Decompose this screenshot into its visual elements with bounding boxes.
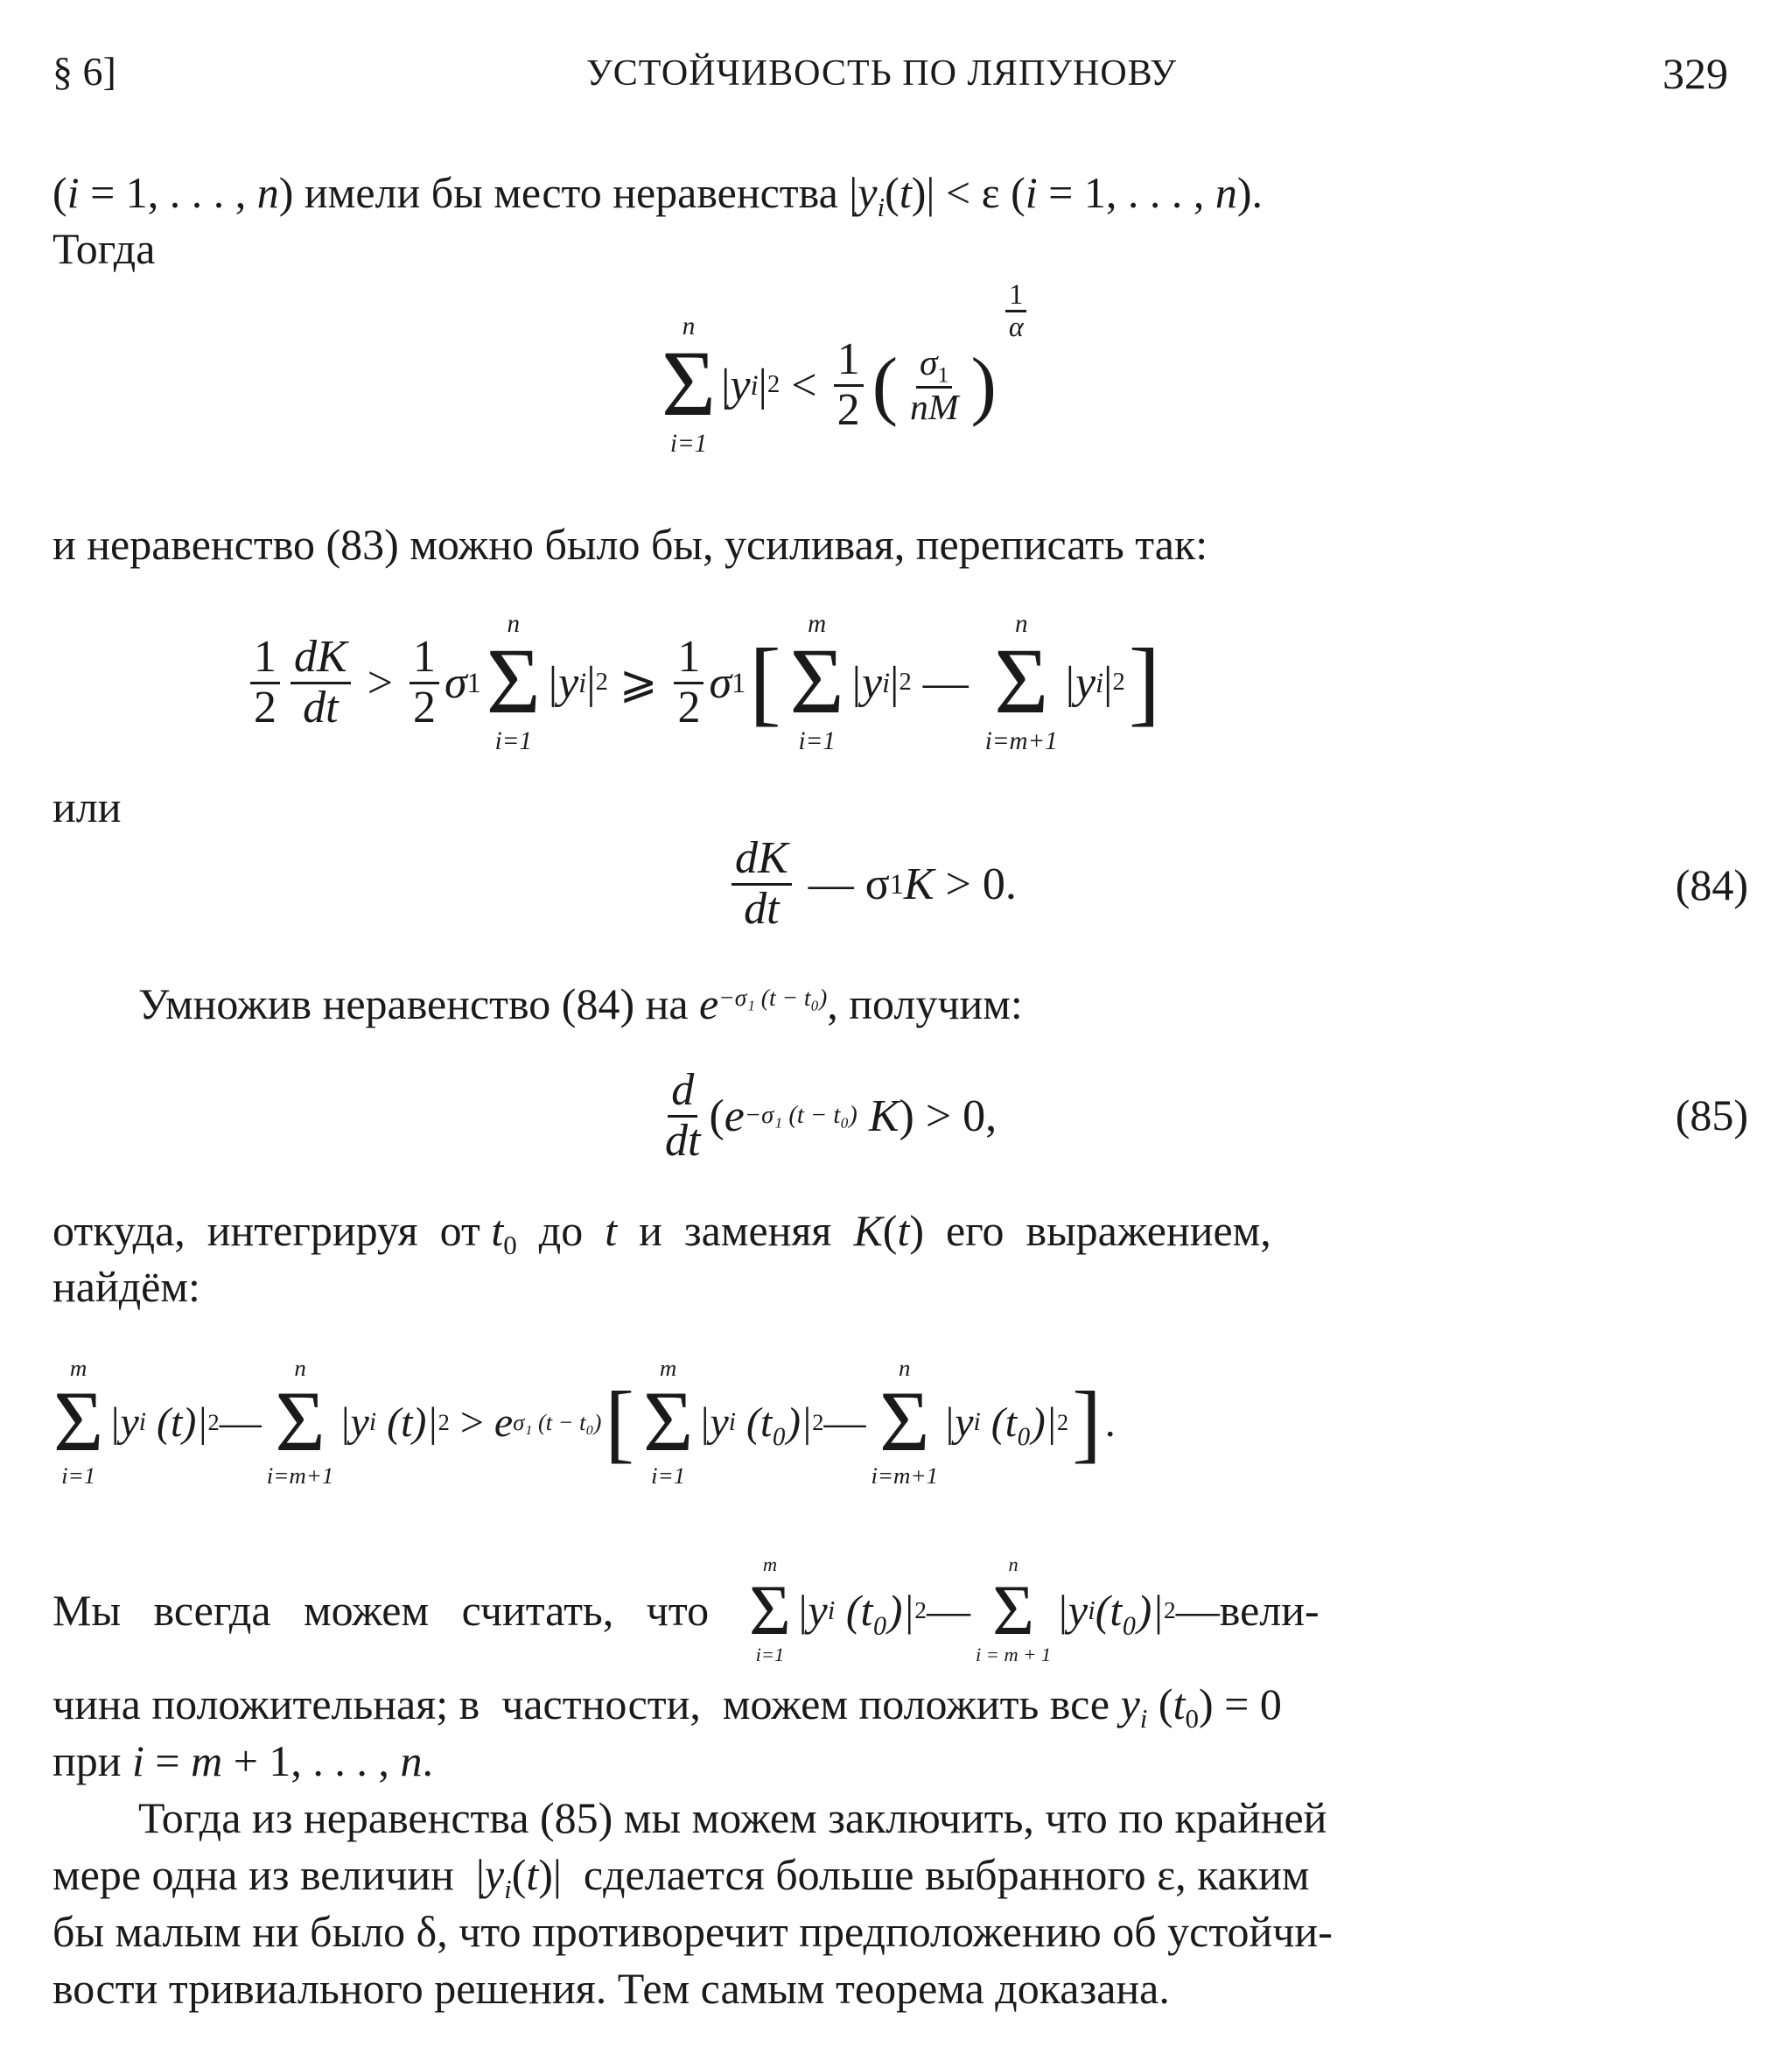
sub-1: 1 xyxy=(937,361,949,387)
paragraph-1-line-2: Тогда xyxy=(52,224,156,273)
term-y: |y xyxy=(943,1399,974,1446)
sum-symbol xyxy=(53,1356,103,1490)
sigma-var: σ xyxy=(444,657,467,708)
sum-lower: i=1 xyxy=(651,1462,686,1489)
paragraph-5-line-3 xyxy=(52,1733,433,1789)
sum-symbol xyxy=(790,610,844,754)
denominator: 2 xyxy=(413,682,437,733)
page-number: 329 xyxy=(1662,49,1728,98)
sub-i: i xyxy=(1096,666,1104,698)
term-rest: (t₀)| xyxy=(1095,1586,1165,1635)
page-title: УСТОЙЧИВОСТЬ ПО ЛЯПУНОВУ xyxy=(586,53,1178,94)
var-e: e xyxy=(724,1090,745,1141)
sigma: Σ xyxy=(662,333,717,437)
var-n: n xyxy=(400,1736,423,1785)
exponent: −σ₁ (t − t₀) xyxy=(744,1102,858,1129)
text-run: при xyxy=(52,1736,133,1785)
sum-upper: m xyxy=(659,1354,677,1381)
denominator: 2 xyxy=(254,682,276,733)
minus-sigma: — σ xyxy=(796,859,890,909)
text-run: —вели- xyxy=(1175,1586,1320,1635)
exponent-2: 2 xyxy=(812,1408,824,1435)
sum-lower: i = m + 1 xyxy=(975,1643,1052,1665)
text-run: ( xyxy=(52,168,67,217)
var-k: K xyxy=(903,859,934,909)
sum-lower: i=m+1 xyxy=(871,1462,939,1489)
var-y: y xyxy=(1120,1679,1140,1728)
paragraph-6-line-1: Тогда из неравенства (85) мы можем заключить, что по крайней xyxy=(138,1793,1327,1842)
sum-lower: i=1 xyxy=(494,726,532,755)
denominator: 2 xyxy=(836,384,860,435)
text-run: и заменяя xyxy=(617,1206,854,1255)
less-than: < xyxy=(780,360,829,410)
text-run: , получим: xyxy=(827,979,1023,1029)
term-rest: (t)| xyxy=(376,1399,438,1446)
term-y: |y xyxy=(108,1399,139,1446)
sub-i: i xyxy=(728,1407,737,1436)
var-t: t xyxy=(897,1206,910,1255)
sum-upper: m xyxy=(69,1354,88,1381)
var-t: t xyxy=(605,1206,618,1255)
numerator: 1 xyxy=(410,634,439,684)
exponent-2: 2 xyxy=(914,1596,927,1623)
var-n: n xyxy=(1214,168,1237,217)
sub-i: i xyxy=(882,666,891,698)
var-y: y xyxy=(858,168,878,217)
var-y: y xyxy=(730,360,751,410)
sigma-var: σ xyxy=(709,657,732,708)
text-run: )| < ε ( xyxy=(911,168,1026,217)
fraction-dk-dt xyxy=(732,832,792,934)
period: . xyxy=(1104,1399,1116,1446)
sub-1: 1 xyxy=(889,867,904,900)
sum-lower: i=1 xyxy=(798,726,836,755)
term-y: |y xyxy=(545,657,579,708)
text-run: = 1, . . . , xyxy=(1037,168,1215,217)
sub-i: i xyxy=(138,1407,147,1436)
text-run: ( xyxy=(882,1206,898,1255)
sigma-var: σ xyxy=(920,341,938,382)
sigma: Σ xyxy=(749,1570,791,1651)
sum-upper: n xyxy=(899,1354,911,1381)
greater-than: > xyxy=(355,657,405,708)
text-run: чина положительная; в частности, можем положить все xyxy=(52,1679,1121,1728)
var-i: i xyxy=(1025,168,1038,217)
var-i: i xyxy=(66,168,80,217)
text-run: = 1, . . . , xyxy=(79,168,257,217)
paragraph-6-line-4: вости тривиального решения. Тем самым теорема доказана. xyxy=(52,1964,1170,2013)
text-run: до xyxy=(516,1206,606,1255)
sigma: Σ xyxy=(53,1374,104,1470)
sub-i: i xyxy=(578,666,587,698)
abs-bar: | xyxy=(721,360,731,410)
text-run: откуда, интегрируя от xyxy=(52,1206,492,1255)
exponent-2: 2 xyxy=(595,669,608,696)
sub-i: i xyxy=(504,1873,512,1904)
equation-84 xyxy=(726,831,1017,936)
sum-upper: n xyxy=(682,312,696,341)
right-bracket: ] xyxy=(1128,629,1161,736)
equation-number-84: (84) xyxy=(1675,860,1748,909)
text-run: )| сделается больше выбранного ε, каким xyxy=(538,1850,1310,1899)
sum-symbol xyxy=(486,610,541,754)
numerator: d xyxy=(668,1067,697,1118)
term-rest: (t₀)| xyxy=(835,1586,915,1635)
text-run: ). xyxy=(1236,168,1263,217)
fraction-half xyxy=(834,333,864,435)
sum-lower: i=1 xyxy=(669,429,708,458)
term-y: |y xyxy=(849,657,883,708)
var-n: n xyxy=(256,168,279,217)
sum-symbol xyxy=(643,1356,693,1490)
sub-i: i xyxy=(1088,1595,1096,1625)
sum-upper: n xyxy=(294,1354,306,1381)
sub-1: 1 xyxy=(732,666,746,698)
exponent-2: 2 xyxy=(1112,669,1125,696)
sum-symbol xyxy=(871,1356,938,1490)
sum-symbol xyxy=(662,312,716,457)
numerator: 1 xyxy=(834,336,864,387)
abs-bar: | xyxy=(758,360,767,410)
equation-1 xyxy=(656,278,1032,481)
var-n: n xyxy=(910,386,928,427)
term-y: |y xyxy=(1056,1586,1088,1635)
sub-i: i xyxy=(973,1407,981,1436)
sigma: Σ xyxy=(879,1374,930,1470)
right-paren: ) xyxy=(970,341,997,428)
numerator: dK xyxy=(732,835,792,886)
var-e: e xyxy=(699,979,719,1029)
numerator: dK xyxy=(290,634,351,684)
paragraph-1-line-1 xyxy=(52,165,1263,235)
sigma: Σ xyxy=(992,1570,1034,1651)
abs-bar: | xyxy=(586,657,596,708)
sub-i: i xyxy=(827,1595,836,1625)
left-paren: ( xyxy=(709,1090,724,1141)
sum-symbol xyxy=(985,610,1058,754)
minus: — xyxy=(911,657,980,708)
minus: — xyxy=(219,1399,262,1446)
exponent-2: 2 xyxy=(207,1408,220,1435)
exponent-2: 2 xyxy=(1164,1596,1176,1623)
section-marker: § 6] xyxy=(52,49,116,94)
numerator: 1 xyxy=(1005,280,1026,312)
sum-lower: i=1 xyxy=(755,1643,785,1665)
word-or: или xyxy=(52,782,122,831)
sub-0: 0 xyxy=(503,1229,517,1260)
term-y: |y xyxy=(1062,657,1096,708)
exponent-2: 2 xyxy=(899,669,912,696)
greater-equal: ⩾ xyxy=(607,658,669,708)
text-run: ( xyxy=(511,1850,527,1899)
term-rest: (t₀)| xyxy=(980,1399,1057,1446)
var-t: t xyxy=(491,1206,504,1255)
sum-symbol xyxy=(267,1356,334,1490)
denominator: α xyxy=(1008,310,1024,342)
term-y: |y xyxy=(339,1399,369,1446)
paragraph-4-line-2: найдём: xyxy=(52,1262,200,1311)
fraction-sigma-nm xyxy=(906,341,962,427)
paragraph-5-line-1 xyxy=(52,1540,1320,1680)
exponent: σ₁ (t − t₀) xyxy=(513,1408,602,1435)
left-bracket: [ xyxy=(605,1372,634,1471)
paragraph-2: и неравенство (83) можно было бы, усиливая, переписать так: xyxy=(52,520,1208,569)
right-bracket: ] xyxy=(1072,1372,1102,1471)
text-run: = xyxy=(144,1736,192,1785)
text-run: ( xyxy=(885,168,900,217)
sub-i: i xyxy=(1139,1702,1148,1734)
fraction-half xyxy=(250,631,280,733)
var-t: t xyxy=(1172,1679,1186,1728)
text-run: . xyxy=(422,1736,433,1785)
fraction-dk-dt xyxy=(290,631,351,733)
fraction-d-dt xyxy=(662,1064,704,1166)
sum-upper: n xyxy=(1014,610,1028,639)
text-run: + 1, . . . , xyxy=(222,1736,401,1785)
abs-bar: | xyxy=(1103,657,1113,708)
sigma: Σ xyxy=(486,630,541,734)
var-k: K xyxy=(853,1206,883,1255)
paragraph-6-line-3: бы малым ни было δ, что противоречит предположению об устойчи- xyxy=(52,1907,1333,1956)
abs-bar: | xyxy=(890,657,900,708)
greater-zero: > 0. xyxy=(934,859,1017,909)
exponent-2: 2 xyxy=(766,371,780,398)
text-run: ) имели бы место неравенства | xyxy=(278,168,858,217)
var-t: t xyxy=(526,1850,539,1899)
sum-lower: i=m+1 xyxy=(266,1462,334,1489)
equation-big xyxy=(48,1335,1116,1510)
term-y: |y xyxy=(698,1399,729,1446)
term-y: |y xyxy=(795,1586,828,1635)
left-paren: ( xyxy=(872,341,899,428)
term-rest: (t)| xyxy=(146,1399,208,1446)
sum-symbol xyxy=(976,1554,1051,1665)
denominator: dt xyxy=(303,682,339,733)
text-run: ) = 0 xyxy=(1198,1679,1282,1728)
numerator: 1 xyxy=(250,634,280,684)
denominator: dt xyxy=(665,1115,701,1166)
text-run: Умножив неравенство (84) на xyxy=(138,979,700,1029)
var-e: e xyxy=(494,1399,514,1446)
fraction-half xyxy=(410,631,439,733)
var-m: M xyxy=(928,386,959,427)
paragraph-4-line-1 xyxy=(52,1202,1271,1273)
sigma: Σ xyxy=(643,1374,694,1470)
denominator: 2 xyxy=(677,682,701,733)
sub-i: i xyxy=(877,191,886,222)
paragraph-3 xyxy=(138,970,1023,1032)
sigma: Σ xyxy=(789,630,844,734)
sigma: Σ xyxy=(994,630,1049,734)
minus: — xyxy=(926,1586,970,1635)
var-y: y xyxy=(484,1850,505,1899)
var-k: K xyxy=(857,1090,900,1141)
minus: — xyxy=(823,1399,866,1446)
text-run: Мы всегда можем считать, что xyxy=(52,1586,710,1635)
sum-lower: i=1 xyxy=(61,1462,96,1489)
text-run: мере одна из величин | xyxy=(52,1850,485,1899)
sub-i: i xyxy=(368,1407,377,1436)
fraction-half xyxy=(674,631,704,733)
sub-i: i xyxy=(750,368,759,401)
equation-number-85: (85) xyxy=(1675,1090,1748,1139)
sigma: Σ xyxy=(275,1374,326,1470)
sum-lower: i=m+1 xyxy=(984,726,1058,755)
equation-85 xyxy=(656,1059,997,1173)
exponent-2: 2 xyxy=(1056,1408,1069,1435)
term-rest: (t₀)| xyxy=(736,1399,813,1446)
sum-upper: m xyxy=(808,610,827,639)
greater-than: > xyxy=(449,1399,494,1446)
var-i: i xyxy=(132,1736,144,1785)
var-t: t xyxy=(899,168,912,217)
sub-0: 0 xyxy=(1185,1702,1199,1734)
numerator: 1 xyxy=(674,634,704,684)
sub-1: 1 xyxy=(466,666,481,698)
text-run: ( xyxy=(1147,1679,1173,1728)
var-m: m xyxy=(191,1736,223,1785)
sum-upper: n xyxy=(507,610,521,639)
exponent-1-over-alpha xyxy=(1005,280,1027,342)
greater-zero: ) > 0, xyxy=(899,1090,998,1141)
left-bracket: [ xyxy=(749,629,781,736)
exponent: −σ₁ (t − t₀) xyxy=(718,984,828,1011)
text-run: ) его выражением, xyxy=(909,1206,1271,1255)
exponent-2: 2 xyxy=(438,1408,450,1435)
equation-2 xyxy=(245,595,1164,770)
sum-symbol xyxy=(749,1554,791,1665)
sum-upper: m xyxy=(762,1553,778,1576)
denominator: dt xyxy=(744,883,780,934)
sum-upper: n xyxy=(1008,1553,1018,1576)
